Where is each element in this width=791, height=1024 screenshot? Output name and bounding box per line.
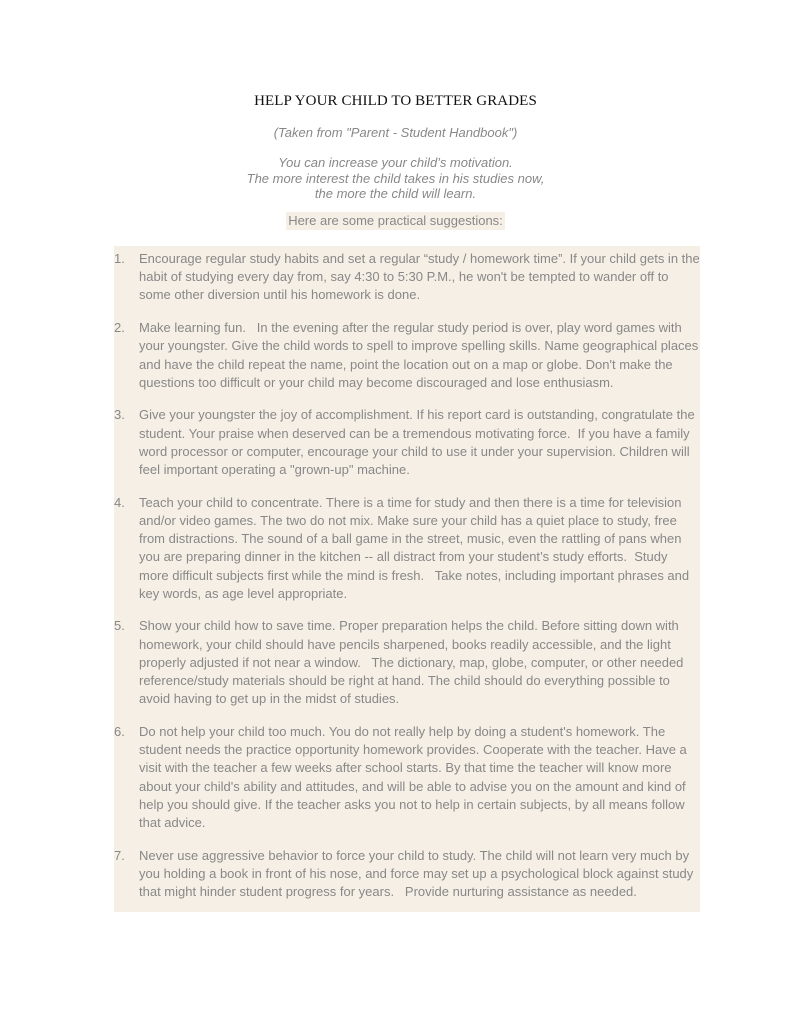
list-item-number: 7. <box>114 847 125 863</box>
list-item <box>114 250 704 305</box>
intro-line: You can increase your child’s motivation. <box>278 155 513 170</box>
list-item-number: 2. <box>114 320 125 336</box>
list-item <box>114 319 700 392</box>
suggestions-heading: Here are some practical suggestions: <box>288 213 503 228</box>
list-item-text: Show your child how to save time. Proper preparation helps the child. Before sitting down with homework, your child should have pencils sharpened, books readily accessible, and the light properly adjusted if not near a window. The dictionary, map, globe, computer, or other needed reference/study materials should be right at hand. The child should do everything possible to avoid having to get up in the midst of studies. <box>139 618 688 707</box>
list-item-text: Encourage regular study habits and set a regular “study / homework time”. If your child gets in the habit of studying every day from, say 4:30 to 5:30 P.M., he won't be tempted to wander off to some other diversion until his homework is done. <box>139 251 704 303</box>
list-item-number: 6. <box>114 723 125 739</box>
suggestions-heading-wrap <box>0 212 791 230</box>
page-title: HELP YOUR CHILD TO BETTER GRADES <box>254 93 537 109</box>
source-note: (Taken from "Parent - Student Handbook") <box>273 125 518 140</box>
list-item-number: 1. <box>114 251 125 266</box>
list-item-number: 5. <box>114 618 125 634</box>
list-item <box>114 847 700 902</box>
list-item <box>114 723 700 832</box>
list-item-text: Teach your child to concentrate. There is a time for study and then there is a time for television and/or video games. The two do not mix. Make sure your child has a quiet place to study, free from distractions. The sound of a ball game in the street, music, even the rattling of pans when you are preparing dinner in the kitchen -- all distract from your student’s study efforts. Study more difficult subjects first while the mind is fresh. Take notes, including important phrases and key words, as age level appropriate. <box>139 494 693 601</box>
list-item-text: Never use aggressive behavior to force your child to study. The child will not learn very much by you holding a book in front of his nose, and force may set up a psychological block against study that might hinder student progress for years. Provide nurturing assistance as needed. <box>139 847 697 900</box>
list-item-number: 4. <box>114 494 125 510</box>
intro-line: The more interest the child takes in his studies now, <box>246 170 545 186</box>
intro-line: the more the child will learn. <box>314 186 477 201</box>
intro-paragraph <box>0 155 791 202</box>
list-item <box>114 406 700 479</box>
list-item-text: Give your youngster the joy of accomplishment. If his report card is outstanding, congratulate the student. Your praise when deserved can be a tremendous motivating force. If you have a family word processor or computer, encourage your child to use it under your supervision. Children will feel important operating a "grown-up" machine. <box>139 407 699 478</box>
list-item <box>114 494 700 603</box>
list-item-number: 3. <box>114 407 125 423</box>
list-item <box>114 617 700 708</box>
list-item-text: Do not help your child too much. You do not really help by doing a student's homework. The student needs the practice opportunity homework provides. Cooperate with the teacher. Have a visit with the teacher a few weeks after school starts. By that time the teacher will know more about your child's ability and attitudes, and will be able to advise you on the amount and kind of help you should give. If the teacher asks you not to help in certain subjects, by all means follow that advice. <box>139 723 691 830</box>
suggestions-list <box>114 250 704 916</box>
list-item-text: Make learning fun. In the evening after the regular study period is over, play word games with your youngster. Give the child words to spell to improve spelling skills. Name geographical places and have the child repeat the name, point the location out on a map or globe. Don't make the questions too difficult or your child may become discouraged and lose enthusiasm. <box>139 320 702 390</box>
